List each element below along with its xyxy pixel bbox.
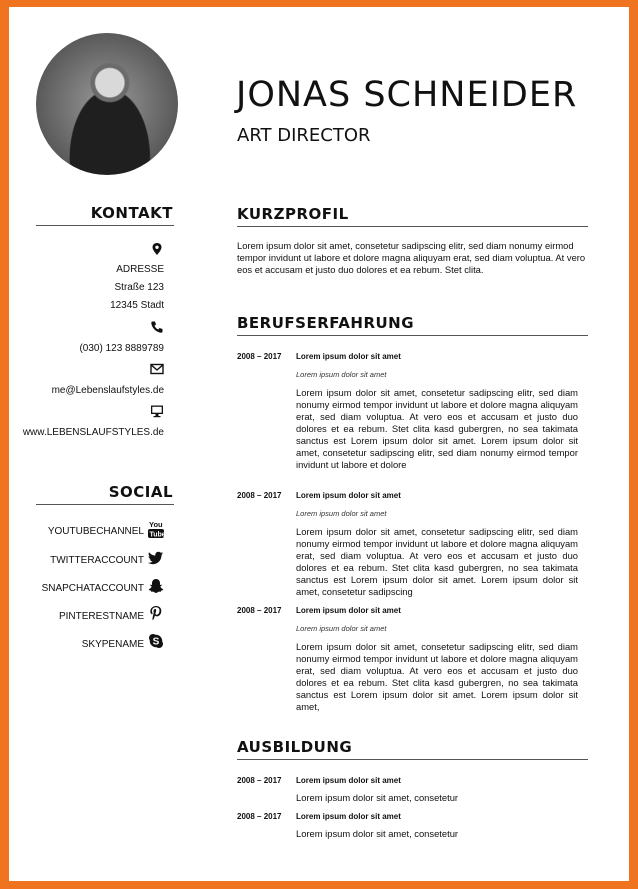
- education-divider: [237, 759, 588, 760]
- education-title: Lorem ipsum dolor sit amet: [296, 812, 401, 821]
- experience-title: Lorem ipsum dolor sit amet: [296, 491, 401, 500]
- profile-divider: [237, 226, 588, 227]
- experience-subtitle: Lorem ipsum dolor sit amet: [296, 370, 387, 379]
- svg-text:S: S: [152, 636, 160, 648]
- experience-years: 2008 – 2017: [237, 491, 282, 500]
- resume-page: [9, 7, 629, 881]
- phone-number: (030) 123 8889789: [79, 343, 164, 354]
- address-street: Straße 123: [114, 282, 164, 293]
- social-pinterest-label: PINTERESTNAME: [58, 611, 144, 622]
- experience-subtitle: Lorem ipsum dolor sit amet: [296, 509, 387, 518]
- twitter-icon: [148, 550, 164, 566]
- monitor-icon: [150, 404, 164, 418]
- contact-divider: [36, 225, 174, 226]
- education-heading: AUSBILDUNG: [237, 738, 353, 756]
- location-pin-icon: [150, 242, 164, 256]
- experience-title: Lorem ipsum dolor sit amet: [296, 352, 401, 361]
- social-youtube-label: YOUTUBECHANNEL: [47, 526, 144, 537]
- experience-title: Lorem ipsum dolor sit amet: [296, 606, 401, 615]
- experience-heading: BERUFSERFAHRUNG: [237, 314, 415, 332]
- pinterest-icon: [148, 605, 164, 621]
- education-description: Lorem ipsum dolor sit amet, consetetur: [296, 792, 459, 803]
- social-divider: [36, 504, 174, 505]
- education-title: Lorem ipsum dolor sit amet: [296, 776, 401, 785]
- svg-text:You: You: [149, 520, 163, 529]
- experience-divider: [237, 335, 588, 336]
- phone-icon: [150, 320, 164, 334]
- address-city: 12345 Stadt: [110, 300, 164, 311]
- social-heading: SOCIAL: [108, 483, 173, 501]
- profile-heading: KURZPROFIL: [237, 205, 349, 223]
- address-label: ADRESSE: [116, 264, 164, 275]
- social-snapchat-label: SNAPCHATACCOUNT: [41, 583, 144, 594]
- snapchat-icon: [148, 578, 164, 594]
- experience-description: Lorem ipsum dolor sit amet, consetetur sadipscing elitr, sed diam nonumy eirmod tempor invidunt ut labore et dolore magna aliquyam erat, sed diam voluptua. At vero eos et accusam et justo duo dolores et ea rebum. Stet clita kasd gubergren, no sea takimata sanctus est Lorem ipsum dolor sit amet. Lorem ipsum dolor sit amet, consetetur sadipscing elitr, sed diam nonumy eirmod tempor invidunt ut labore et dolore: [296, 387, 578, 470]
- social-skype-label: SKYPENAME: [81, 639, 144, 650]
- experience-subtitle: Lorem ipsum dolor sit amet: [296, 624, 387, 633]
- social-twitter-label: TWITTERACCOUNT: [50, 555, 144, 566]
- contact-heading: KONTAKT: [90, 204, 173, 222]
- education-years: 2008 – 2017: [237, 776, 282, 785]
- profile-text: Lorem ipsum dolor sit amet, consetetur sadipscing elitr, sed diam nonumy eirmod tempor invidunt ut labore et dolore magna aliquyam erat, sed diam voluptua. At vero eos et accusam et justo duo dolores et ea rebum. Stet clita.: [237, 240, 586, 275]
- experience-years: 2008 – 2017: [237, 352, 282, 361]
- education-years: 2008 – 2017: [237, 812, 282, 821]
- job-title: ART DIRECTOR: [237, 125, 371, 146]
- svg-text:Tube: Tube: [149, 531, 166, 539]
- experience-description: Lorem ipsum dolor sit amet, consetetur sadipscing elitr, sed diam nonumy eirmod tempor invidunt ut labore et dolore magna aliquyam erat, sed diam voluptua. At vero eos et accusam et justo duo dolores et ea rebum. Stet clita kasd gubergren, no sea takimata sanctus est Lorem ipsum dolor sit amet. Lorem ipsum dolor sit amet,: [296, 641, 578, 712]
- skype-icon: [148, 633, 164, 649]
- education-description: Lorem ipsum dolor sit amet, consetetur: [296, 828, 459, 839]
- envelope-icon: [150, 362, 164, 376]
- experience-years: 2008 – 2017: [237, 606, 282, 615]
- email-address: me@Lebenslaufstyles.de: [51, 385, 164, 396]
- experience-description: Lorem ipsum dolor sit amet, consetetur sadipscing elitr, sed diam nonumy eirmod tempor invidunt ut labore et dolore magna aliquyam erat, sed diam voluptua. At vero eos et accusam et justo duo dolores et ea rebum. Stet clita kasd gubergren, no sea takimata sanctus est Lorem ipsum dolor sit amet. Lorem ipsum dolor sit amet, consetetur sadipscing: [296, 526, 578, 597]
- profile-photo: [36, 33, 178, 175]
- youtube-icon: [148, 519, 164, 539]
- person-name: JONAS SCHNEIDER: [236, 75, 578, 115]
- website-url: www.LEBENSLAUFSTYLES.de: [22, 427, 164, 438]
